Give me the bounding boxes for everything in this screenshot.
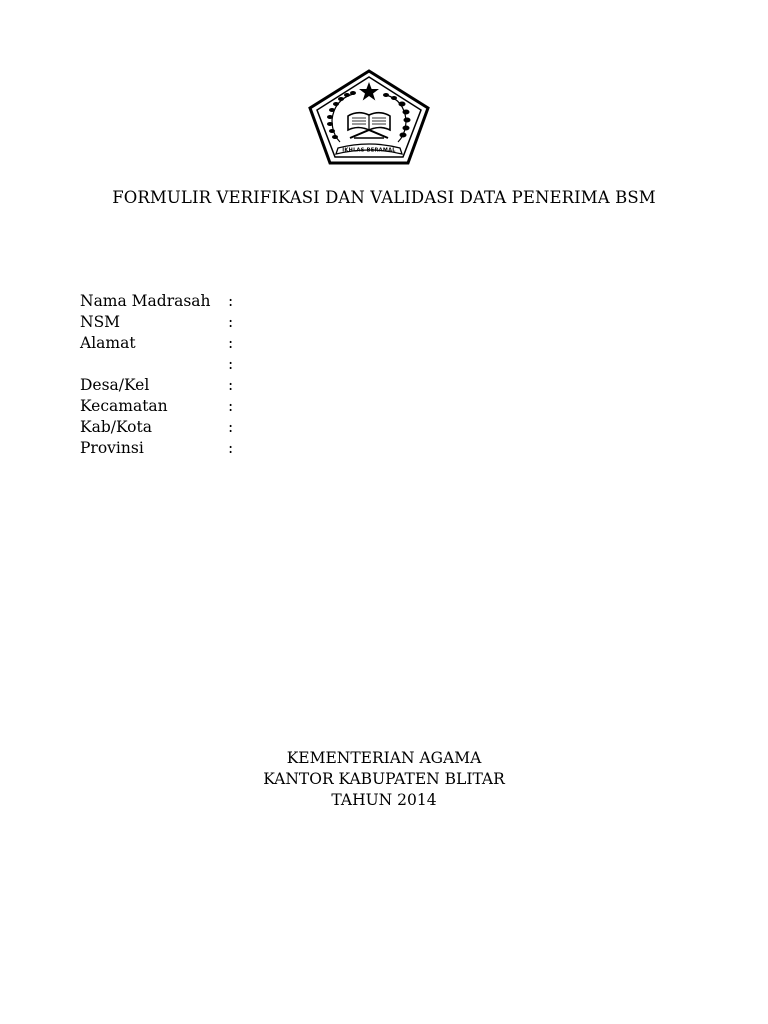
office-name: KANTOR KABUPATEN BLITAR [263,770,505,788]
field-separator: : [228,397,234,415]
field-separator: : [228,376,234,394]
field-label: Kab/Kota [80,418,152,436]
field-row-kecamatan [80,396,480,417]
field-label: Kecamatan [80,397,168,415]
document-year: TAHUN 2014 [331,791,437,809]
field-row-nsm [80,312,480,333]
field-separator: : [228,355,234,373]
field-label: NSM [80,313,121,331]
field-separator: : [228,439,234,457]
field-label: Provinsi [80,439,144,457]
kementerian-agama-emblem-icon [306,68,432,166]
field-row-desa-kel [80,375,480,396]
field-row-kab-kota [80,417,480,438]
field-row-alamat [80,333,480,354]
form-title: FORMULIR VERIFIKASI DAN VALIDASI DATA PENERIMA BSM [112,188,656,207]
field-separator: : [228,313,234,331]
field-separator: : [228,292,234,310]
field-row-alamat-continued [80,354,480,375]
field-row-nama-madrasah [80,291,480,312]
field-separator: : [228,334,234,352]
issuer-footer [0,748,768,811]
ministry-name: KEMENTERIAN AGAMA [286,749,482,767]
svg-text:IKHLAS BERAMAL: IKHLAS BERAMAL [342,147,396,154]
field-label: Nama Madrasah [80,292,211,310]
field-label: Desa/Kel [80,376,150,394]
field-separator: : [228,418,234,436]
field-row-provinsi [80,438,480,459]
field-label: Alamat [80,334,136,352]
madrasah-info-fields [80,291,480,459]
